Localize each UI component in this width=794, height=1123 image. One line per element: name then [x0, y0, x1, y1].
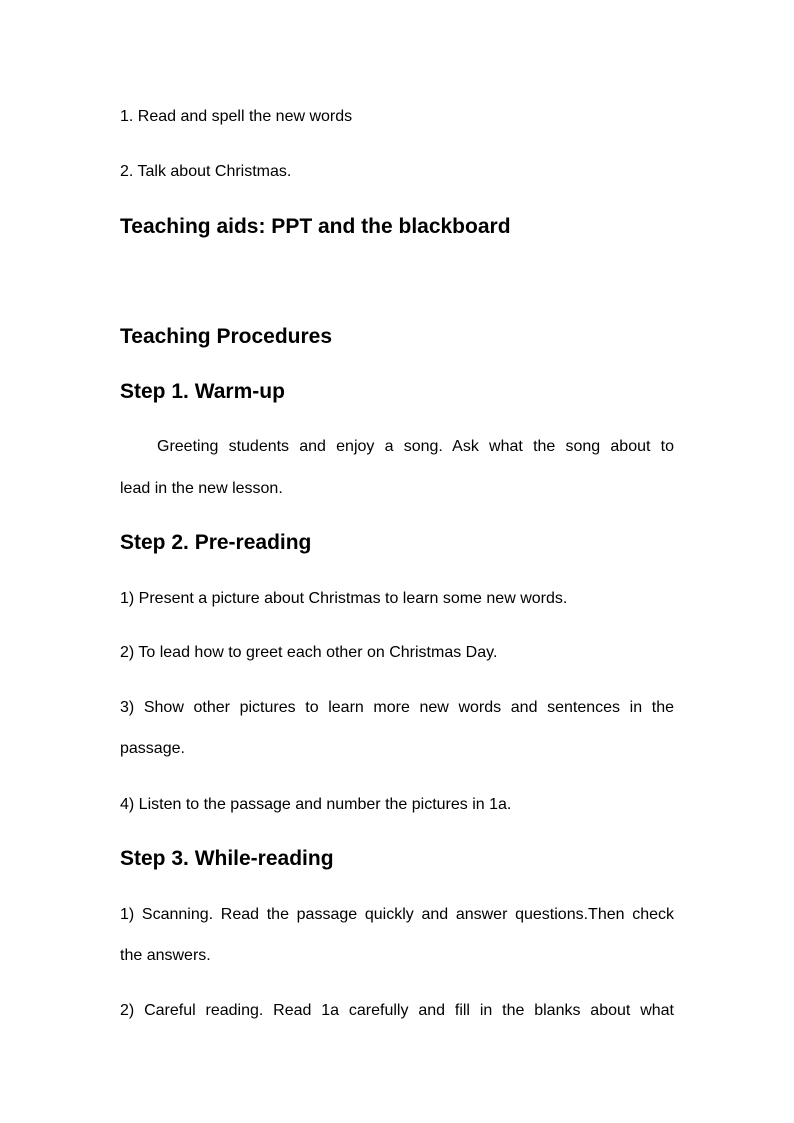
step2-item-3-line-1: 3) Show other pictures to learn more new words and sentences in the	[120, 699, 674, 716]
step2-item-2: 2) To lead how to greet each other on Christmas Day.	[120, 644, 498, 661]
step2-heading: Step 2. Pre-reading	[120, 531, 312, 554]
document-page	[120, 0, 674, 1123]
objective-2: 2. Talk about Christmas.	[120, 163, 292, 180]
step3-item-1-line-2: the answers.	[120, 947, 211, 964]
step2-item-1: 1) Present a picture about Christmas to learn some new words.	[120, 590, 568, 607]
step1-paragraph-line-2: lead in the new lesson.	[120, 480, 283, 497]
step2-item-4: 4) Listen to the passage and number the pictures in 1a.	[120, 796, 512, 813]
step1-paragraph-line-1: Greeting students and enjoy a song. Ask what the song about to	[157, 438, 674, 455]
step3-heading: Step 3. While-reading	[120, 847, 334, 870]
objective-1: 1. Read and spell the new words	[120, 108, 353, 125]
step3-item-2-line-1: 2) Careful reading. Read 1a carefully and fill in the blanks about what	[120, 1002, 674, 1019]
step1-heading: Step 1. Warm-up	[120, 380, 285, 403]
procedures-heading: Teaching Procedures	[120, 325, 333, 348]
step2-item-3-line-2: passage.	[120, 740, 185, 757]
teaching-aids-heading: Teaching aids: PPT and the blackboard	[120, 215, 511, 238]
step3-item-1-line-1: 1) Scanning. Read the passage quickly and answer questions.Then check	[120, 906, 674, 923]
